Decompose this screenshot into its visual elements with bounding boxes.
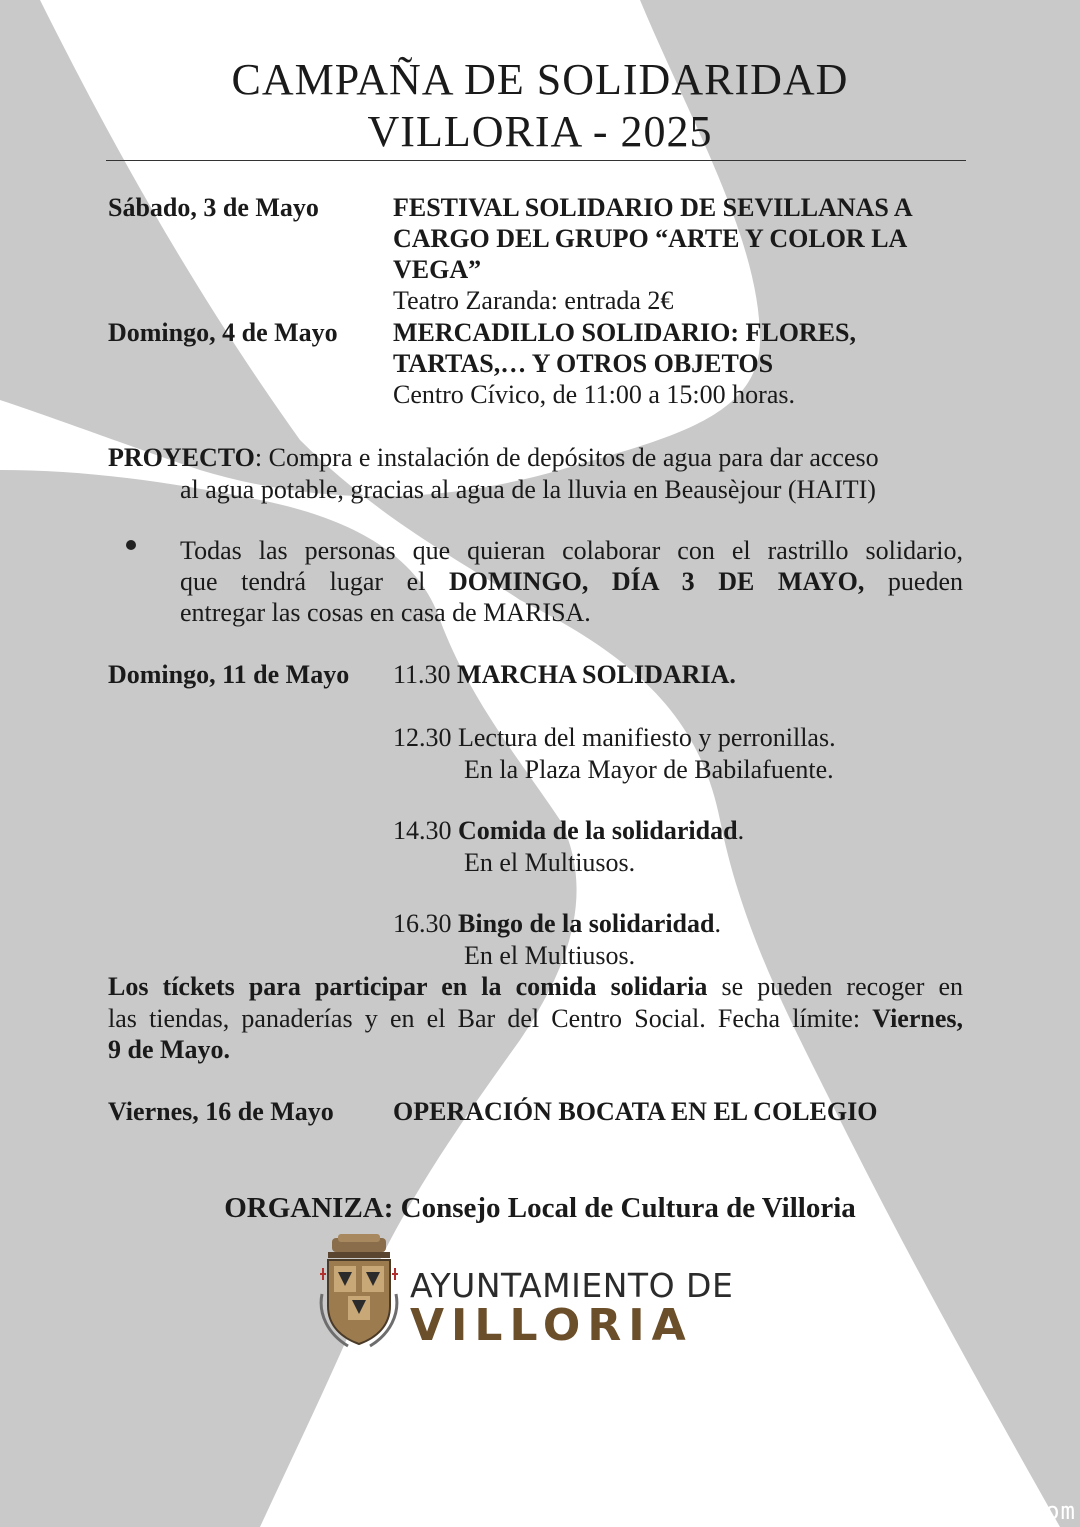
logo-text-line-2: VILLORIA [410,1300,693,1351]
march-item-4-sub: En el Multiusos. [464,941,636,970]
event-1-place: Teatro Zaranda: entrada 2€ [393,286,674,315]
march-item-3-sub: En el Multiusos. [464,848,636,877]
march-item-2-sub: En la Plaza Mayor de Babilafuente. [464,755,834,784]
march-item-1-title: MARCHA SOLIDARIA. [457,660,736,689]
march-item-4-punct: . [714,909,721,938]
tickets-normal-1: se pueden recoger en [707,972,964,1001]
title-divider [106,160,966,161]
organiza-line: ORGANIZA: Consejo Local de Cultura de Villoria [224,1192,856,1224]
project-line-2: al agua potable, gracias al agua de la lluvia en Beausèjour (HAITI) [180,475,876,504]
event-2-title-line-1: MERCADILLO SOLIDARIO: FLORES, [393,318,857,347]
friday-title: OPERACIÓN BOCATA EN EL COLEGIO [393,1097,878,1126]
march-day-date: Domingo, 11 de Mayo [108,660,350,689]
march-item-3-time: 14.30 [393,816,452,845]
project-label: PROYECTO [108,443,255,472]
march-item-3-title: Comida de la solidaridad [458,816,738,845]
march-item-2-title: Lectura del manifiesto y perronillas. [458,723,836,752]
logo-text-line-1: AYUNTAMIENTO DE [410,1266,734,1305]
title-line-2: VILLORIA - 2025 [367,107,713,156]
notice-line-2-pre: que tendrá lugar el [180,567,449,596]
event-1-date: Sábado, 3 de Mayo [108,193,319,222]
event-1-title-line-1: FESTIVAL SOLIDARIO DE SEVILLANAS A [393,193,913,222]
coat-of-arms-icon [318,1234,400,1352]
notice-line-1: Todas las personas que quieran colaborar con el rastrillo solidario, [180,536,963,565]
tickets-bold-1: Los tíckets para participar en la comida solidaria [108,972,708,1001]
march-item-1 [393,659,736,690]
notice-line-3: entregar las cosas en casa de MARISA. [180,598,591,627]
event-2-place: Centro Cívico, de 11:00 a 15:00 horas. [393,380,795,409]
notice-date: DOMINGO, DÍA 3 DE MAYO, [448,567,865,596]
tickets-line-2 [108,1003,963,1034]
march-item-4 [393,908,721,939]
tickets-normal-2: las tiendas, panaderías y en el Bar del Centro Social. Fecha límite: [108,1004,873,1033]
march-item-1-time: 11.30 [393,660,451,689]
march-item-4-title: Bingo de la solidaridad [458,909,715,938]
tickets-deadline-date: 9 de Mayo. [108,1035,231,1064]
tickets-line-1 [108,971,963,1002]
march-item-3 [393,815,744,846]
title-line-1: CAMPAÑA DE SOLIDARIDAD [231,55,849,104]
notice-line-2 [180,566,963,597]
event-2-title-line-2: TARTAS,… Y OTROS OBJETOS [393,349,774,378]
project-text-1: : Compra e instalación de depósitos de agua para dar acceso [254,443,879,472]
march-item-3-punct: . [737,816,745,845]
march-item-4-time: 16.30 [393,909,452,938]
march-item-2-time: 12.30 [393,723,452,752]
event-2-date: Domingo, 4 de Mayo [108,318,338,347]
march-item-2 [393,722,836,753]
bullet-icon [126,540,136,550]
event-1-title-line-3: VEGA” [393,255,482,284]
friday-date: Viernes, 16 de Mayo [108,1097,334,1126]
watermark: besanavilloria.com [797,1497,1076,1525]
project-line-1 [108,442,879,473]
notice-line-2-post: pueden [887,567,964,596]
event-1-title-line-2: CARGO DEL GRUPO “ARTE Y COLOR LA [393,224,908,253]
tickets-deadline-day: Viernes, [872,1004,963,1033]
